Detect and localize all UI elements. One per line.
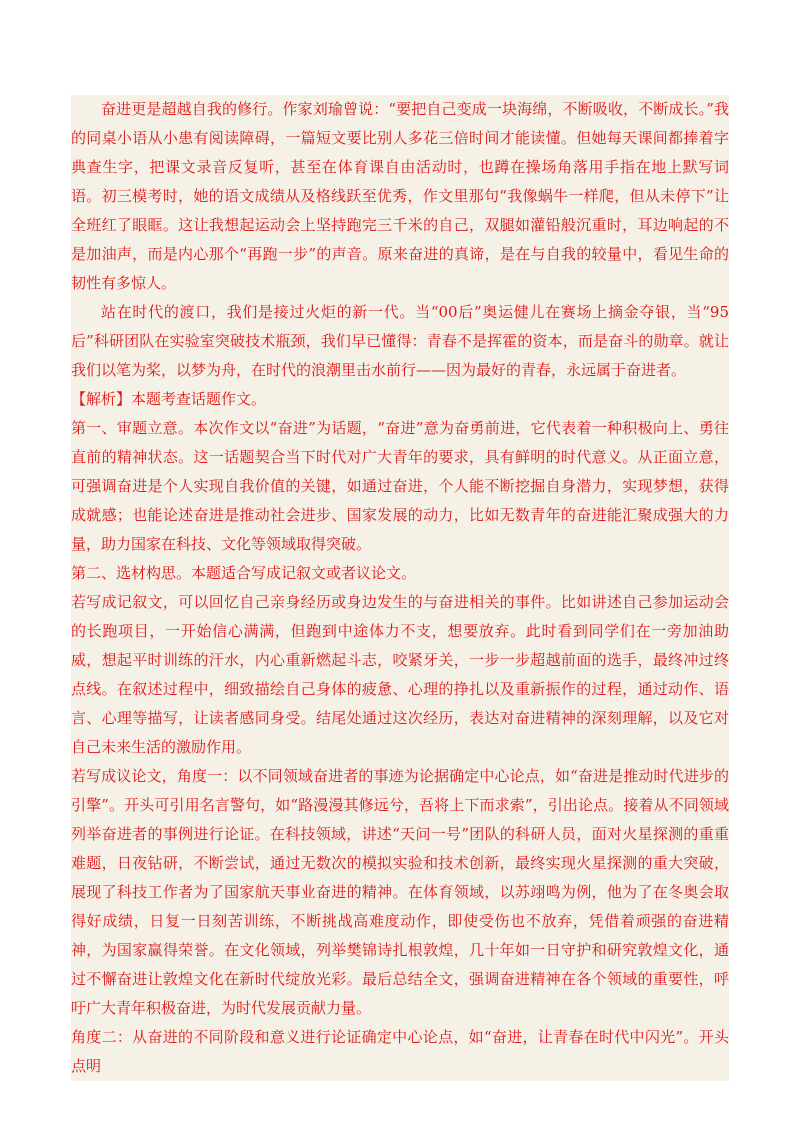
analysis-narrative-option: 若写成记叙文，可以回忆自己亲身经历或身边发生的与奋进相关的事件。比如讲述自己参加运动会的长跑项目，一开始信心满满，但跑到中途体力不支，想要放弃。此时看到同学们在一旁加油助威，想起平时训练的汗水，内心重新燃起斗志，咬紧牙关，一步一步超越前面的选手，最终冲过终点线。在叙述过程中，细致描绘自己身体的疲惫、心理的挣扎以及重新振作的过程，通过动作、语言、心理等描写，让读者感同身受。结尾处通过这次经历，表达对奋进精神的深刻理解，以及它对自己未来生活的激励作用。: [71, 588, 729, 762]
document-page: [71, 95, 729, 1081]
analysis-argument-angle-two: 角度二：从奋进的不同阶段和意义进行论证确定中心论点，如“奋进，让青春在时代中闪光”。开头点明: [71, 1023, 729, 1081]
analysis-material-section: 第二、选材构思。本题适合写成记叙文或者议论文。: [71, 559, 729, 588]
analysis-heading: 【解析】本题考查话题作文。: [71, 385, 729, 414]
essay-paragraph-self-transcendence: 奋进更是超越自我的修行。作家刘瑜曾说：“要把自己变成一块海绵，不断吸收，不断成长。”我的同桌小语从小患有阅读障碍，一篇短文要比别人多花三倍时间才能读懂。但她每天课间都捧着字典查生字，把课文录音反复听，甚至在体育课自由活动时，也蹲在操场角落用手指在地上默写词语。初三模考时，她的语文成绩从及格线跃至优秀，作文里那句“我像蜗牛一样爬，但从未停下”让全班红了眼眶。这让我想起运动会上坚持跑完三千米的自己，双腿如灌铅般沉重时，耳边响起的不是加油声，而是内心那个“再跑一步”的声音。原来奋进的真谛，是在与自我的较量中，看见生命的韧性有多惊人。: [71, 95, 729, 298]
analysis-theme-section: 第一、审题立意。本次作文以“奋进”为话题，“奋进”意为奋勇前进，它代表着一种积极向上、勇往直前的精神状态。这一话题契合当下时代对广大青年的要求，具有鲜明的时代意义。从正面立意，可强调奋进是个人实现自我价值的关键，如通过奋进，个人能不断挖掘自身潜力，实现梦想，获得成就感；也能论述奋进是推动社会进步、国家发展的动力，比如无数青年的奋进能汇聚成强大的力量，助力国家在科技、文化等领域取得突破。: [71, 414, 729, 559]
essay-paragraph-new-generation: 站在时代的渡口，我们是接过火炬的新一代。当“00后”奥运健儿在赛场上摘金夺银，当“95后”科研团队在实验室突破技术瓶颈，我们早已懂得：青春不是挥霍的资本，而是奋斗的勋章。就让我们以笔为桨，以梦为舟，在时代的浪潮里击水前行——因为最好的青春，永远属于奋进者。: [71, 298, 729, 385]
analysis-argument-angle-one: 若写成议论文，角度一：以不同领域奋进者的事迹为论据确定中心论点，如“奋进是推动时代进步的引擎”。开头可引用名言警句，如“路漫漫其修远兮，吾将上下而求索”，引出论点。接着从不同领域列举奋进者的事例进行论证。在科技领域，讲述“天问一号”团队的科研人员，面对火星探测的重重难题，日夜钻研，不断尝试，通过无数次的模拟实验和技术创新，最终实现火星探测的重大突破，展现了科技工作者为了国家航天事业奋进的精神。在体育领域，以苏翊鸣为例，他为了在冬奥会取得好成绩，日复一日刻苦训练，不断挑战高难度动作，即使受伤也不放弃，凭借着顽强的奋进精神，为国家赢得荣誉。在文化领域，列举樊锦诗扎根敦煌，几十年如一日守护和研究敦煌文化，通过不懈奋进让敦煌文化在新时代绽放光彩。最后总结全文，强调奋进精神在各个领域的重要性，呼吁广大青年积极奋进，为时代发展贡献力量。: [71, 762, 729, 1023]
